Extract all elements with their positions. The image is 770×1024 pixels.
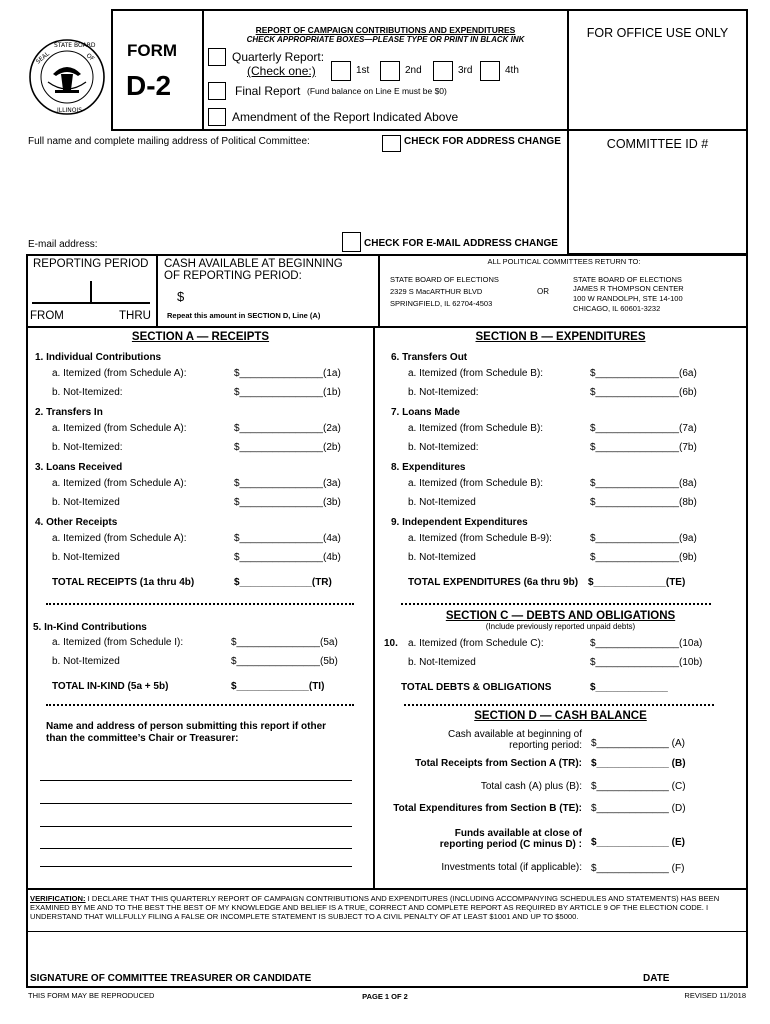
quarter-2-checkbox[interactable] [380, 61, 400, 81]
line-3a-field[interactable]: $_______________(3a) [234, 478, 341, 489]
verification-label: VERIFICATION: [30, 894, 86, 903]
line-f-field[interactable]: $_____________ (F) [591, 863, 685, 874]
form-id: D-2 [126, 70, 172, 101]
section-a-line-4b-label: b. Not-Itemized [52, 552, 120, 563]
email-label: E-mail address: [28, 239, 98, 250]
address-change-checkbox[interactable] [382, 135, 401, 152]
section-b-line-8a-label: a. Itemized (from Schedule B): [408, 478, 544, 489]
line-7b-field[interactable]: $_______________(7b) [590, 442, 697, 453]
section-b-line-7b-label: b. Not-Itemized: [408, 442, 479, 453]
total-debts-field[interactable]: $_____________ [590, 682, 668, 693]
section-a-divider [46, 603, 354, 605]
period-from-label: FROM [30, 310, 64, 322]
total-inkind-label: TOTAL IN-KIND (5a + 5b) [52, 681, 169, 692]
line-8b-field[interactable]: $_______________(8b) [590, 497, 697, 508]
section-b-group-6-heading: 6. Transfers Out [391, 352, 468, 363]
line-10a-label: a. Itemized (from Schedule C): [408, 638, 544, 649]
section-b-title: SECTION B — EXPENDITURES [475, 331, 646, 343]
section-a-line-1a-label: a. Itemized (from Schedule A): [52, 368, 187, 379]
verification-statement: I DECLARE THAT THIS QUARTERLY REPORT OF CAMPAIGN CONTRIBUTIONS AND EXPENDITURES (INCLUDING ACCOMPANYING SCHEDULES AND STATEMENTS) HAS BEEN EXAMINED BY ME AND TO THE BEST THE BEST OF MY KNOWLEDGE AND BELIEF IS A TRUE, CORRECT AND COMPLETE REPORT AS REQUIRED BY ARTICLE 9 OF THE ELECTION CODE. I UNDERSTAND THAT WILLFULLY FILING A FALSE OR INCOMPLETE STATEMENT IS SUBJECT TO A CIVIL PENALTY OF AT LEAST $1001 AND UP TO $5000. [30, 894, 720, 921]
section-b-group-8-heading: 8. Expenditures [391, 462, 466, 473]
section-a-line-2b-label: b. Not-Itemized: [52, 442, 123, 453]
line-b-field[interactable]: $_____________ (B) [591, 758, 686, 769]
verification-text [30, 894, 742, 921]
section-b-line-7a-label: a. Itemized (from Schedule B): [408, 423, 544, 434]
address-1-line-2: 2329 S MacARTHUR BLVD [390, 287, 483, 296]
section-a-group-1-heading: 1. Individual Contributions [35, 352, 162, 363]
submitter-line-3[interactable] [40, 826, 352, 827]
form-subtitle: CHECK APPROPRIATE BOXES—PLEASE TYPE OR PRINT IN BLACK INK [246, 35, 525, 44]
section-b-line-9a-label: a. Itemized (from Schedule B-9): [408, 533, 552, 544]
footer-revised: REVISED 11/2018 [684, 991, 746, 1000]
line-10a-field[interactable]: $_______________(10a) [590, 638, 703, 649]
submitter-label-2: than the committee’s Chair or Treasurer: [46, 733, 239, 744]
signature-label: SIGNATURE OF COMMITTEE TREASURER OR CANDIDATE [30, 973, 312, 984]
email-change-label: CHECK FOR E-MAIL ADDRESS CHANGE [364, 238, 558, 249]
address-1-line-1: STATE BOARD OF ELECTIONS [390, 275, 499, 284]
form-title: REPORT OF CAMPAIGN CONTRIBUTIONS AND EXPENDITURES [255, 25, 516, 35]
quarterly-report-label: Quarterly Report: [232, 50, 325, 64]
section-a-group-3-heading: 3. Loans Received [35, 462, 123, 473]
line-7a-field[interactable]: $_______________(7a) [590, 423, 697, 434]
footer-page: PAGE 1 OF 2 [362, 992, 408, 1001]
quarter-3-label: 3rd [458, 65, 473, 76]
section-a-line-4a-label: a. Itemized (from Schedule A): [52, 533, 187, 544]
address-or-label: OR [537, 287, 549, 296]
line-3b-field[interactable]: $_______________(3b) [234, 497, 341, 508]
quarter-3-checkbox[interactable] [433, 61, 453, 81]
line-a-field[interactable]: $_____________ (A) [591, 738, 685, 749]
cash-available-field[interactable] [188, 286, 368, 304]
section-a-line-1b-label: b. Not-Itemized: [52, 387, 123, 398]
section-a-line-2a-label: a. Itemized (from Schedule A): [52, 423, 187, 434]
total-receipts-field[interactable]: $_____________(TR) [234, 577, 332, 588]
section-b-divider [401, 603, 711, 605]
svg-text:ILLINOIS: ILLINOIS [57, 107, 83, 114]
quarterly-report-checkbox[interactable] [208, 48, 226, 66]
section-d-title: SECTION D — CASH BALANCE [474, 710, 647, 722]
submitter-label-1: Name and address of person submitting this report if other [46, 721, 327, 732]
line-d-field[interactable]: $_____________ (D) [591, 803, 686, 814]
line-d-label: Total Expenditures from Section B (TE): [393, 803, 582, 814]
line-8a-field[interactable]: $_______________(8a) [590, 478, 697, 489]
cash-available-label-1: CASH AVAILABLE AT BEGINNING [164, 258, 343, 270]
section-a-line-3a-label: a. Itemized (from Schedule A): [52, 478, 187, 489]
cash-dollar-sign: $ [177, 289, 185, 304]
quarter-1-label: 1st [356, 65, 370, 76]
line-e-label-2: reporting period (C minus D) : [439, 839, 582, 850]
amendment-checkbox[interactable] [208, 108, 226, 126]
line-e-label-1: Funds available at close of [454, 828, 582, 839]
line-6b-field[interactable]: $_______________(6b) [590, 387, 697, 398]
section-a-group-2-heading: 2. Transfers In [35, 407, 103, 418]
submitter-line-4[interactable] [40, 848, 352, 849]
form-word: FORM [127, 41, 178, 60]
address-2-line-3: 100 W RANDOLPH, STE 14-100 [573, 294, 683, 303]
total-inkind-field[interactable]: $_____________(TI) [231, 681, 325, 692]
address-1-line-3: SPRINGFIELD, IL 62704-4503 [390, 299, 493, 308]
address-2-line-4: CHICAGO, IL 60601-3232 [573, 304, 661, 313]
total-debts-label: TOTAL DEBTS & OBLIGATIONS [401, 682, 552, 693]
line-1a-field[interactable]: $_______________(1a) [234, 368, 341, 379]
state-board-seal [28, 38, 106, 116]
line-5a-label: a. Itemized (from Schedule I): [52, 637, 184, 648]
submitter-line-1[interactable] [40, 780, 352, 781]
reporting-period-label: REPORTING PERIOD [33, 258, 149, 270]
email-change-checkbox[interactable] [342, 232, 361, 252]
section-b-line-6b-label: b. Not-Itemized: [408, 387, 479, 398]
final-report-note: (Fund balance on Line E must be $0) [307, 86, 447, 96]
quarter-4-label: 4th [505, 65, 519, 76]
line-f-label: Investments total (if applicable): [441, 862, 582, 873]
final-report-label: Final Report [235, 84, 301, 98]
line-1b-field[interactable]: $_______________(1b) [234, 387, 341, 398]
line-6a-field[interactable]: $_______________(6a) [590, 368, 697, 379]
section-c-num: 10. [384, 638, 398, 649]
reporting-period-line [32, 302, 150, 304]
section-b-line-8b-label: b. Not-Itemized [408, 497, 476, 508]
line-5b-field[interactable]: $_______________(5b) [231, 656, 338, 667]
section-c-note: (Include previously reported unpaid debts) [485, 622, 636, 631]
final-report-checkbox[interactable] [208, 82, 226, 100]
line-a-label-2: reporting period: [509, 740, 582, 751]
line-a-label-1: Cash available at beginning of [448, 729, 582, 740]
section-a-title: SECTION A — RECEIPTS [131, 331, 270, 343]
submitter-line-5[interactable] [40, 866, 352, 867]
date-label: DATE [643, 973, 670, 984]
line-9a-field[interactable]: $_______________(9a) [590, 533, 697, 544]
line-5a-field[interactable]: $_______________(5a) [231, 637, 338, 648]
section-b-group-9-heading: 9. Independent Expenditures [391, 517, 528, 528]
committee-address-field[interactable] [28, 152, 558, 234]
repeat-note: Repeat this amount in SECTION D, Line (A) [167, 311, 321, 320]
address-2-line-1: STATE BOARD OF ELECTIONS [573, 275, 682, 284]
submitter-line-2[interactable] [40, 803, 352, 804]
total-expenditures-label: TOTAL EXPENDITURES (6a thru 9b) [408, 577, 579, 588]
section-b-group-7-heading: 7. Loans Made [391, 407, 460, 418]
period-thru-label: THRU [119, 310, 151, 322]
line-10b-field[interactable]: $_______________(10b) [590, 657, 703, 668]
svg-text:OF: OF [84, 52, 96, 63]
office-use-label: FOR OFFICE USE ONLY [586, 26, 729, 40]
line-e-field[interactable]: $_____________ (E) [591, 837, 685, 848]
quarter-2-label: 2nd [405, 65, 422, 76]
line-2a-field[interactable]: $_______________(2a) [234, 423, 341, 434]
footer-reproduce: THIS FORM MAY BE REPRODUCED [28, 991, 155, 1000]
line-c-label: Total cash (A) plus (B): [480, 781, 582, 792]
svg-text:STATE BOARD: STATE BOARD [54, 42, 96, 49]
section-c-title: SECTION C — DEBTS AND OBLIGATIONS [445, 610, 676, 622]
section-b-line-9b-label: b. Not-Itemized [408, 552, 476, 563]
total-expenditures-field[interactable]: $_____________(TE) [588, 577, 686, 588]
line-2b-field[interactable]: $_______________(2b) [234, 442, 341, 453]
amendment-label: Amendment of the Report Indicated Above [232, 110, 459, 124]
line-4a-field[interactable]: $_______________(4a) [234, 533, 341, 544]
svg-text:SEAL: SEAL [34, 50, 51, 66]
quarter-1-checkbox[interactable] [331, 61, 351, 81]
quarter-4-checkbox[interactable] [480, 61, 500, 81]
section-b-line-6a-label: a. Itemized (from Schedule B): [408, 368, 544, 379]
line-b-label: Total Receipts from Section A (TR): [415, 758, 582, 769]
line-5b-label: b. Not-Itemized [52, 656, 120, 667]
signature-field[interactable] [30, 934, 630, 972]
section-a-line-3b-label: b. Not-Itemized [52, 497, 120, 508]
total-receipts-label: TOTAL RECEIPTS (1a thru 4b) [52, 577, 195, 588]
line-c-field[interactable]: $_____________ (C) [591, 781, 686, 792]
inkind-divider [46, 704, 354, 706]
section-c-divider [404, 704, 714, 706]
inkind-heading: 5. In-Kind Contributions [33, 622, 147, 633]
line-4b-field[interactable]: $_______________(4b) [234, 552, 341, 563]
line-10b-label: b. Not-Itemized [408, 657, 476, 668]
line-9b-field[interactable]: $_______________(9b) [590, 552, 697, 563]
cash-available-label-2: OF REPORTING PERIOD: [164, 270, 302, 282]
address-2-line-2: JAMES R THOMPSON CENTER [573, 284, 684, 293]
return-to-label: ALL POLITICAL COMMITTEES RETURN TO: [487, 257, 641, 266]
committee-id-label: COMMITTEE ID # [606, 137, 709, 151]
committee-address-label: Full name and complete mailing address of Political Committee: [28, 136, 310, 147]
check-one-label: (Check one:) [247, 64, 316, 78]
address-change-label: CHECK FOR ADDRESS CHANGE [404, 136, 561, 147]
section-a-group-4-heading: 4. Other Receipts [35, 517, 118, 528]
